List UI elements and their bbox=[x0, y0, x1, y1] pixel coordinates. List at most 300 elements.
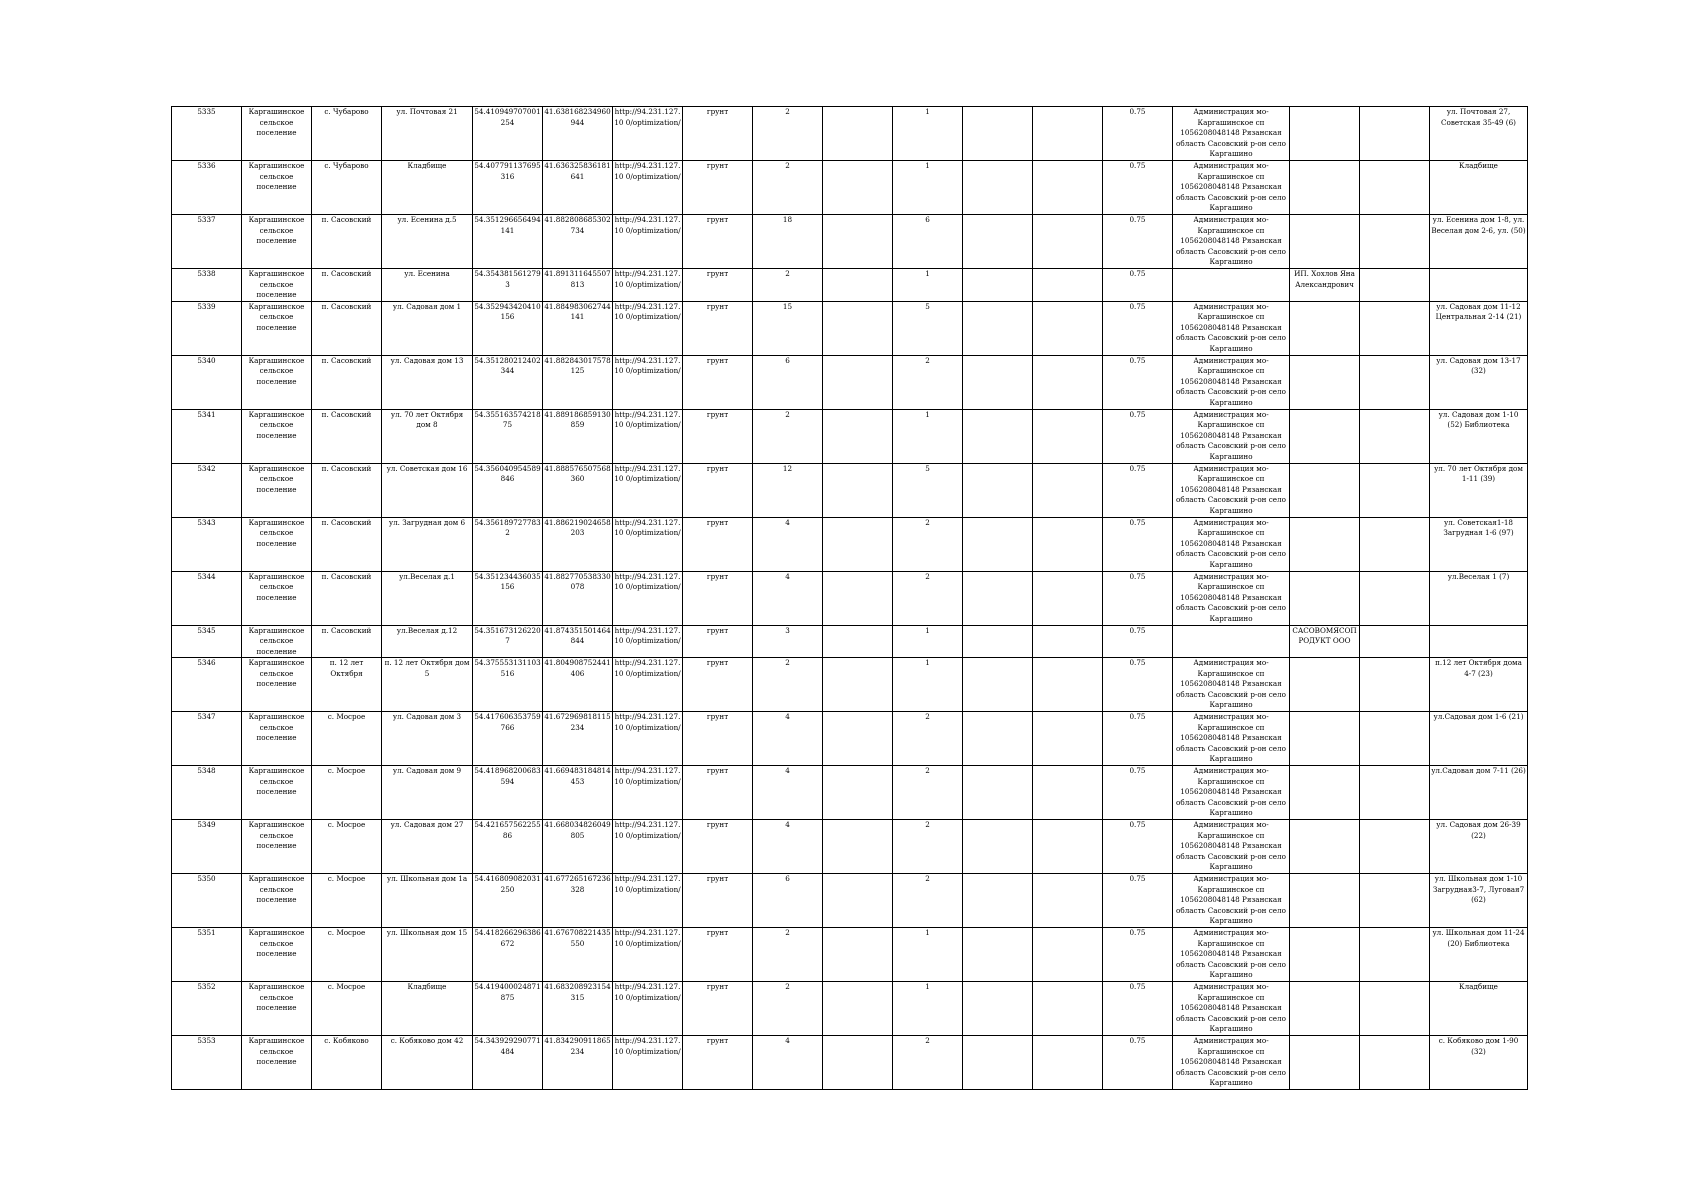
empty-cell bbox=[963, 928, 1033, 982]
map-url-cell: http://94.231.127.10 0/optimization/ bbox=[613, 517, 683, 571]
volume-cell: 0.75 bbox=[1103, 571, 1173, 625]
other-owner-cell bbox=[1290, 571, 1360, 625]
settlement-cell: Каргашинское сельское поселение bbox=[242, 107, 312, 161]
container-count-cell: 2 bbox=[753, 982, 823, 1036]
settlement-cell: Каргашинское сельское поселение bbox=[242, 269, 312, 302]
volume-cell: 0.75 bbox=[1103, 301, 1173, 355]
waste-sources-cell: ул. Школьная дом 11-24 (20) Библиотека bbox=[1430, 928, 1528, 982]
table-row bbox=[172, 658, 1528, 712]
address-cell: ул. Садовая дом 1 bbox=[382, 301, 473, 355]
empty-cell bbox=[823, 107, 893, 161]
settlement-cell: Каргашинское сельское поселение bbox=[242, 625, 312, 658]
waste-sources-cell: ул. Садовая дом 13-17 (32) bbox=[1430, 355, 1528, 409]
empty-cell bbox=[1033, 355, 1103, 409]
owner-cell: Администрация мо-Каргашинское сп 1056208048148 Рязанская область Сасовский р-он село Каргашино bbox=[1173, 982, 1290, 1036]
empty-cell bbox=[1360, 215, 1430, 269]
latitude-cell: 54.419400024871875 bbox=[473, 982, 543, 1036]
longitude-cell: 41.677265167236328 bbox=[543, 874, 613, 928]
surface-cell: грунт bbox=[683, 571, 753, 625]
table-row bbox=[172, 215, 1528, 269]
container-count-cell: 4 bbox=[753, 571, 823, 625]
volume-cell: 0.75 bbox=[1103, 517, 1173, 571]
empty-cell bbox=[1360, 107, 1430, 161]
table-row bbox=[172, 712, 1528, 766]
empty-cell bbox=[823, 517, 893, 571]
map-url-cell: http://94.231.127.10 0/optimization/ bbox=[613, 269, 683, 302]
empty-cell bbox=[963, 820, 1033, 874]
empty-cell bbox=[1360, 658, 1430, 712]
address-cell: ул. Загрудная дом 6 bbox=[382, 517, 473, 571]
address-cell: ул. Садовая дом 13 bbox=[382, 355, 473, 409]
container-existing-cell: 2 bbox=[893, 712, 963, 766]
empty-cell bbox=[963, 463, 1033, 517]
other-owner-cell bbox=[1290, 982, 1360, 1036]
longitude-cell: 41.882843017578125 bbox=[543, 355, 613, 409]
empty-cell bbox=[1033, 517, 1103, 571]
waste-sources-cell: ул. Садовая дом 1-10 (52) Библиотека bbox=[1430, 409, 1528, 463]
latitude-cell: 54.352943420410156 bbox=[473, 301, 543, 355]
settlement-cell: Каргашинское сельское поселение bbox=[242, 161, 312, 215]
row-number-cell: 5341 bbox=[172, 409, 242, 463]
other-owner-cell bbox=[1290, 1036, 1360, 1090]
table-row bbox=[172, 269, 1528, 302]
surface-cell: грунт bbox=[683, 463, 753, 517]
waste-sources-cell: ул.Садовая дом 1-6 (21) bbox=[1430, 712, 1528, 766]
settlement-cell: Каргашинское сельское поселение bbox=[242, 766, 312, 820]
owner-cell bbox=[1173, 625, 1290, 658]
empty-cell bbox=[823, 463, 893, 517]
waste-sources-cell: ул.Веселая 1 (7) bbox=[1430, 571, 1528, 625]
empty-cell bbox=[963, 161, 1033, 215]
settlement-cell: Каргашинское сельское поселение bbox=[242, 712, 312, 766]
owner-cell: Администрация мо-Каргашинское сп 1056208048148 Рязанская область Сасовский р-он село Каргашино bbox=[1173, 301, 1290, 355]
owner-cell: Администрация мо-Каргашинское сп 1056208048148 Рязанская область Сасовский р-он село Каргашино bbox=[1173, 658, 1290, 712]
longitude-cell: 41.834290911865234 bbox=[543, 1036, 613, 1090]
row-number-cell: 5339 bbox=[172, 301, 242, 355]
waste-sources-cell: ул. Садовая дом 11-12 Центральная 2-14 (21) bbox=[1430, 301, 1528, 355]
container-existing-cell: 6 bbox=[893, 215, 963, 269]
container-count-cell: 3 bbox=[753, 625, 823, 658]
empty-cell bbox=[823, 820, 893, 874]
row-number-cell: 5350 bbox=[172, 874, 242, 928]
locality-cell: с. Чубарово bbox=[312, 107, 382, 161]
locality-cell: п. Сасовский bbox=[312, 463, 382, 517]
empty-cell bbox=[823, 571, 893, 625]
container-existing-cell: 1 bbox=[893, 982, 963, 1036]
settlement-cell: Каргашинское сельское поселение bbox=[242, 928, 312, 982]
address-cell: п. 12 лет Октября дом 5 bbox=[382, 658, 473, 712]
table-row bbox=[172, 355, 1528, 409]
surface-cell: грунт bbox=[683, 766, 753, 820]
table-row bbox=[172, 161, 1528, 215]
container-count-cell: 6 bbox=[753, 874, 823, 928]
surface-cell: грунт bbox=[683, 409, 753, 463]
container-count-cell: 2 bbox=[753, 658, 823, 712]
empty-cell bbox=[823, 712, 893, 766]
volume-cell: 0.75 bbox=[1103, 658, 1173, 712]
row-number-cell: 5343 bbox=[172, 517, 242, 571]
waste-sources-cell: ул.Садовая дом 7-11 (26) bbox=[1430, 766, 1528, 820]
container-count-cell: 2 bbox=[753, 107, 823, 161]
longitude-cell: 41.683208923154315 bbox=[543, 982, 613, 1036]
empty-cell bbox=[1033, 107, 1103, 161]
volume-cell: 0.75 bbox=[1103, 820, 1173, 874]
settlement-cell: Каргашинское сельское поселение bbox=[242, 409, 312, 463]
empty-cell bbox=[963, 517, 1033, 571]
settlement-cell: Каргашинское сельское поселение bbox=[242, 517, 312, 571]
other-owner-cell bbox=[1290, 874, 1360, 928]
table-row bbox=[172, 1036, 1528, 1090]
empty-cell bbox=[963, 355, 1033, 409]
empty-cell bbox=[1033, 982, 1103, 1036]
waste-sources-cell: ул. Почтовая 27, Советская 35-49 (6) bbox=[1430, 107, 1528, 161]
map-url-cell: http://94.231.127.10 0/optimization/ bbox=[613, 107, 683, 161]
address-cell: ул. Почтовая 21 bbox=[382, 107, 473, 161]
volume-cell: 0.75 bbox=[1103, 1036, 1173, 1090]
surface-cell: грунт bbox=[683, 517, 753, 571]
settlement-cell: Каргашинское сельское поселение bbox=[242, 820, 312, 874]
empty-cell bbox=[823, 269, 893, 302]
longitude-cell: 41.888576507568360 bbox=[543, 463, 613, 517]
container-existing-cell: 2 bbox=[893, 874, 963, 928]
other-owner-cell bbox=[1290, 355, 1360, 409]
map-url-cell: http://94.231.127.10 0/optimization/ bbox=[613, 463, 683, 517]
empty-cell bbox=[963, 712, 1033, 766]
container-existing-cell: 5 bbox=[893, 301, 963, 355]
other-owner-cell bbox=[1290, 517, 1360, 571]
longitude-cell: 41.886219024658203 bbox=[543, 517, 613, 571]
settlement-cell: Каргашинское сельское поселение bbox=[242, 571, 312, 625]
empty-cell bbox=[1033, 928, 1103, 982]
map-url-cell: http://94.231.127.10 0/optimization/ bbox=[613, 658, 683, 712]
other-owner-cell bbox=[1290, 409, 1360, 463]
address-cell: ул.Веселая д.12 bbox=[382, 625, 473, 658]
row-number-cell: 5336 bbox=[172, 161, 242, 215]
table-row bbox=[172, 982, 1528, 1036]
empty-cell bbox=[823, 409, 893, 463]
settlement-cell: Каргашинское сельское поселение bbox=[242, 355, 312, 409]
container-existing-cell: 1 bbox=[893, 625, 963, 658]
map-url-cell: http://94.231.127.10 0/optimization/ bbox=[613, 928, 683, 982]
container-existing-cell: 1 bbox=[893, 409, 963, 463]
surface-cell: грунт bbox=[683, 301, 753, 355]
longitude-cell: 41.882770538330078 bbox=[543, 571, 613, 625]
empty-cell bbox=[1033, 409, 1103, 463]
longitude-cell: 41.668034826049805 bbox=[543, 820, 613, 874]
surface-cell: грунт bbox=[683, 107, 753, 161]
owner-cell: Администрация мо-Каргашинское сп 1056208048148 Рязанская область Сасовский р-он село Каргашино bbox=[1173, 355, 1290, 409]
other-owner-cell bbox=[1290, 463, 1360, 517]
address-cell: ул. 70 лет Октября дом 8 bbox=[382, 409, 473, 463]
map-url-cell: http://94.231.127.10 0/optimization/ bbox=[613, 820, 683, 874]
longitude-cell: 41.882808685302734 bbox=[543, 215, 613, 269]
volume-cell: 0.75 bbox=[1103, 928, 1173, 982]
locality-cell: п. Сасовский bbox=[312, 301, 382, 355]
surface-cell: грунт bbox=[683, 625, 753, 658]
settlement-cell: Каргашинское сельское поселение bbox=[242, 982, 312, 1036]
settlement-cell: Каргашинское сельское поселение bbox=[242, 874, 312, 928]
empty-cell bbox=[963, 625, 1033, 658]
table-body bbox=[172, 107, 1528, 1090]
empty-cell bbox=[823, 766, 893, 820]
row-number-cell: 5340 bbox=[172, 355, 242, 409]
address-cell: ул. Садовая дом 3 bbox=[382, 712, 473, 766]
empty-cell bbox=[823, 928, 893, 982]
latitude-cell: 54.3543815612793 bbox=[473, 269, 543, 302]
empty-cell bbox=[1360, 355, 1430, 409]
table-row bbox=[172, 409, 1528, 463]
owner-cell: Администрация мо-Каргашинское сп 1056208048148 Рязанская область Сасовский р-он село Каргашино bbox=[1173, 215, 1290, 269]
empty-cell bbox=[1033, 874, 1103, 928]
owner-cell: Администрация мо-Каргашинское сп 1056208048148 Рязанская область Сасовский р-он село Каргашино bbox=[1173, 409, 1290, 463]
latitude-cell: 54.416809082031250 bbox=[473, 874, 543, 928]
settlement-cell: Каргашинское сельское поселение bbox=[242, 301, 312, 355]
empty-cell bbox=[1033, 161, 1103, 215]
latitude-cell: 54.375553131103516 bbox=[473, 658, 543, 712]
locality-cell: с. Кобяково bbox=[312, 1036, 382, 1090]
longitude-cell: 41.889186859130859 bbox=[543, 409, 613, 463]
locality-cell: с. Мосрое bbox=[312, 820, 382, 874]
waste-sources-cell: п.12 лет Октября дома 4-7 (23) bbox=[1430, 658, 1528, 712]
row-number-cell: 5347 bbox=[172, 712, 242, 766]
latitude-cell: 54.418266296386672 bbox=[473, 928, 543, 982]
empty-cell bbox=[1360, 712, 1430, 766]
container-existing-cell: 1 bbox=[893, 107, 963, 161]
latitude-cell: 54.407791137695316 bbox=[473, 161, 543, 215]
address-cell: ул. Школьная дом 1а bbox=[382, 874, 473, 928]
locality-cell: п. 12 лет Октября bbox=[312, 658, 382, 712]
owner-cell: Администрация мо-Каргашинское сп 1056208048148 Рязанская область Сасовский р-он село Каргашино bbox=[1173, 928, 1290, 982]
owner-cell: Администрация мо-Каргашинское сп 1056208048148 Рязанская область Сасовский р-он село Каргашино bbox=[1173, 874, 1290, 928]
owner-cell: Администрация мо-Каргашинское сп 1056208048148 Рязанская область Сасовский р-он село Каргашино bbox=[1173, 820, 1290, 874]
settlement-cell: Каргашинское сельское поселение bbox=[242, 215, 312, 269]
surface-cell: грунт bbox=[683, 355, 753, 409]
empty-cell bbox=[1360, 625, 1430, 658]
other-owner-cell: САСОВОМЯСОПРОДУКТ ООО bbox=[1290, 625, 1360, 658]
empty-cell bbox=[1360, 874, 1430, 928]
map-url-cell: http://94.231.127.10 0/optimization/ bbox=[613, 982, 683, 1036]
empty-cell bbox=[1360, 301, 1430, 355]
empty-cell bbox=[1033, 820, 1103, 874]
map-url-cell: http://94.231.127.10 0/optimization/ bbox=[613, 215, 683, 269]
empty-cell bbox=[1360, 571, 1430, 625]
longitude-cell: 41.804908752441406 bbox=[543, 658, 613, 712]
other-owner-cell bbox=[1290, 766, 1360, 820]
container-count-cell: 18 bbox=[753, 215, 823, 269]
waste-sources-cell: ул. Есенина дом 1-8, ул. Веселая дом 2-6, ул. (50) bbox=[1430, 215, 1528, 269]
empty-cell bbox=[823, 301, 893, 355]
container-count-cell: 4 bbox=[753, 766, 823, 820]
volume-cell: 0.75 bbox=[1103, 355, 1173, 409]
longitude-cell: 41.891311645507813 bbox=[543, 269, 613, 302]
volume-cell: 0.75 bbox=[1103, 107, 1173, 161]
map-url-cell: http://94.231.127.10 0/optimization/ bbox=[613, 571, 683, 625]
map-url-cell: http://94.231.127.10 0/optimization/ bbox=[613, 409, 683, 463]
container-count-cell: 2 bbox=[753, 269, 823, 302]
volume-cell: 0.75 bbox=[1103, 766, 1173, 820]
waste-sources-cell: ул. Садовая дом 26-39 (22) bbox=[1430, 820, 1528, 874]
empty-cell bbox=[823, 982, 893, 1036]
table-row bbox=[172, 463, 1528, 517]
waste-sources-cell: Кладбище bbox=[1430, 982, 1528, 1036]
table-row bbox=[172, 107, 1528, 161]
row-number-cell: 5338 bbox=[172, 269, 242, 302]
other-owner-cell: ИП. Хохлов Яна Александрович bbox=[1290, 269, 1360, 302]
owner-cell: Администрация мо-Каргашинское сп 1056208048148 Рязанская область Сасовский р-он село Каргашино bbox=[1173, 517, 1290, 571]
locality-cell: п. Сасовский bbox=[312, 409, 382, 463]
owner-cell bbox=[1173, 269, 1290, 302]
owner-cell: Администрация мо-Каргашинское сп 1056208048148 Рязанская область Сасовский р-он село Каргашино bbox=[1173, 712, 1290, 766]
empty-cell bbox=[1033, 1036, 1103, 1090]
empty-cell bbox=[823, 625, 893, 658]
container-count-cell: 6 bbox=[753, 355, 823, 409]
volume-cell: 0.75 bbox=[1103, 161, 1173, 215]
table-row bbox=[172, 928, 1528, 982]
longitude-cell: 41.636325836181641 bbox=[543, 161, 613, 215]
table-row bbox=[172, 820, 1528, 874]
other-owner-cell bbox=[1290, 215, 1360, 269]
waste-sources-cell: Кладбище bbox=[1430, 161, 1528, 215]
empty-cell bbox=[963, 409, 1033, 463]
other-owner-cell bbox=[1290, 928, 1360, 982]
latitude-cell: 54.417606353759766 bbox=[473, 712, 543, 766]
empty-cell bbox=[1033, 766, 1103, 820]
empty-cell bbox=[1033, 215, 1103, 269]
table-row bbox=[172, 625, 1528, 658]
locality-cell: с. Мосрое bbox=[312, 928, 382, 982]
map-url-cell: http://94.231.127.10 0/optimization/ bbox=[613, 301, 683, 355]
locality-cell: с. Мосрое bbox=[312, 766, 382, 820]
surface-cell: грунт bbox=[683, 658, 753, 712]
table-row bbox=[172, 874, 1528, 928]
other-owner-cell bbox=[1290, 301, 1360, 355]
empty-cell bbox=[963, 658, 1033, 712]
empty-cell bbox=[1360, 463, 1430, 517]
empty-cell bbox=[963, 269, 1033, 302]
address-cell: ул. Есенина д.5 bbox=[382, 215, 473, 269]
row-number-cell: 5335 bbox=[172, 107, 242, 161]
empty-cell bbox=[1360, 517, 1430, 571]
container-existing-cell: 2 bbox=[893, 355, 963, 409]
empty-cell bbox=[963, 1036, 1033, 1090]
owner-cell: Администрация мо-Каргашинское сп 1056208048148 Рязанская область Сасовский р-он село Каргашино bbox=[1173, 463, 1290, 517]
surface-cell: грунт bbox=[683, 269, 753, 302]
waste-sources-cell bbox=[1430, 269, 1528, 302]
surface-cell: грунт bbox=[683, 874, 753, 928]
empty-cell bbox=[823, 1036, 893, 1090]
row-number-cell: 5346 bbox=[172, 658, 242, 712]
container-existing-cell: 1 bbox=[893, 928, 963, 982]
container-existing-cell: 2 bbox=[893, 766, 963, 820]
latitude-cell: 54.343929290771484 bbox=[473, 1036, 543, 1090]
map-url-cell: http://94.231.127.10 0/optimization/ bbox=[613, 625, 683, 658]
address-cell: ул. Есенина bbox=[382, 269, 473, 302]
address-cell: ул. Советская дом 16 bbox=[382, 463, 473, 517]
container-sites-table bbox=[171, 106, 1528, 1090]
longitude-cell: 41.638168234960944 bbox=[543, 107, 613, 161]
address-cell: Кладбище bbox=[382, 161, 473, 215]
surface-cell: грунт bbox=[683, 161, 753, 215]
table-row bbox=[172, 517, 1528, 571]
waste-sources-cell: с. Кобяково дом 1-90 (32) bbox=[1430, 1036, 1528, 1090]
table-row bbox=[172, 766, 1528, 820]
empty-cell bbox=[963, 107, 1033, 161]
container-count-cell: 4 bbox=[753, 1036, 823, 1090]
longitude-cell: 41.884983062744141 bbox=[543, 301, 613, 355]
row-number-cell: 5352 bbox=[172, 982, 242, 1036]
longitude-cell: 41.676708221435550 bbox=[543, 928, 613, 982]
other-owner-cell bbox=[1290, 712, 1360, 766]
row-number-cell: 5345 bbox=[172, 625, 242, 658]
longitude-cell: 41.669483184814453 bbox=[543, 766, 613, 820]
row-number-cell: 5351 bbox=[172, 928, 242, 982]
address-cell: ул. Школьная дом 15 bbox=[382, 928, 473, 982]
empty-cell bbox=[823, 355, 893, 409]
surface-cell: грунт bbox=[683, 1036, 753, 1090]
owner-cell: Администрация мо-Каргашинское сп 1056208048148 Рязанская область Сасовский р-он село Каргашино bbox=[1173, 571, 1290, 625]
container-existing-cell: 1 bbox=[893, 658, 963, 712]
latitude-cell: 54.3561897277832 bbox=[473, 517, 543, 571]
latitude-cell: 54.356040954589846 bbox=[473, 463, 543, 517]
container-existing-cell: 1 bbox=[893, 269, 963, 302]
volume-cell: 0.75 bbox=[1103, 463, 1173, 517]
locality-cell: п. Сасовский bbox=[312, 571, 382, 625]
empty-cell bbox=[963, 301, 1033, 355]
empty-cell bbox=[823, 161, 893, 215]
latitude-cell: 54.35516357421875 bbox=[473, 409, 543, 463]
locality-cell: п. Сасовский bbox=[312, 625, 382, 658]
surface-cell: грунт bbox=[683, 215, 753, 269]
empty-cell bbox=[963, 215, 1033, 269]
map-url-cell: http://94.231.127.10 0/optimization/ bbox=[613, 712, 683, 766]
map-url-cell: http://94.231.127.10 0/optimization/ bbox=[613, 766, 683, 820]
longitude-cell: 41.672969818115234 bbox=[543, 712, 613, 766]
table-row bbox=[172, 571, 1528, 625]
locality-cell: п. Сасовский bbox=[312, 355, 382, 409]
other-owner-cell bbox=[1290, 820, 1360, 874]
container-existing-cell: 2 bbox=[893, 820, 963, 874]
address-cell: Кладбище bbox=[382, 982, 473, 1036]
empty-cell bbox=[1360, 409, 1430, 463]
container-existing-cell: 2 bbox=[893, 571, 963, 625]
empty-cell bbox=[1360, 928, 1430, 982]
settlement-cell: Каргашинское сельское поселение bbox=[242, 658, 312, 712]
empty-cell bbox=[1033, 301, 1103, 355]
owner-cell: Администрация мо-Каргашинское сп 1056208048148 Рязанская область Сасовский р-он село Каргашино bbox=[1173, 107, 1290, 161]
row-number-cell: 5344 bbox=[172, 571, 242, 625]
surface-cell: грунт bbox=[683, 982, 753, 1036]
volume-cell: 0.75 bbox=[1103, 409, 1173, 463]
empty-cell bbox=[823, 215, 893, 269]
container-count-cell: 4 bbox=[753, 517, 823, 571]
empty-cell bbox=[1033, 269, 1103, 302]
empty-cell bbox=[823, 658, 893, 712]
latitude-cell: 54.351234436035156 bbox=[473, 571, 543, 625]
owner-cell: Администрация мо-Каргашинское сп 1056208048148 Рязанская область Сасовский р-он село Каргашино bbox=[1173, 161, 1290, 215]
container-existing-cell: 2 bbox=[893, 517, 963, 571]
surface-cell: грунт bbox=[683, 712, 753, 766]
empty-cell bbox=[1360, 269, 1430, 302]
empty-cell bbox=[963, 766, 1033, 820]
row-number-cell: 5348 bbox=[172, 766, 242, 820]
empty-cell bbox=[1360, 766, 1430, 820]
container-count-cell: 15 bbox=[753, 301, 823, 355]
container-existing-cell: 2 bbox=[893, 1036, 963, 1090]
empty-cell bbox=[1033, 463, 1103, 517]
address-cell: ул. Садовая дом 27 bbox=[382, 820, 473, 874]
row-number-cell: 5342 bbox=[172, 463, 242, 517]
container-count-cell: 2 bbox=[753, 409, 823, 463]
